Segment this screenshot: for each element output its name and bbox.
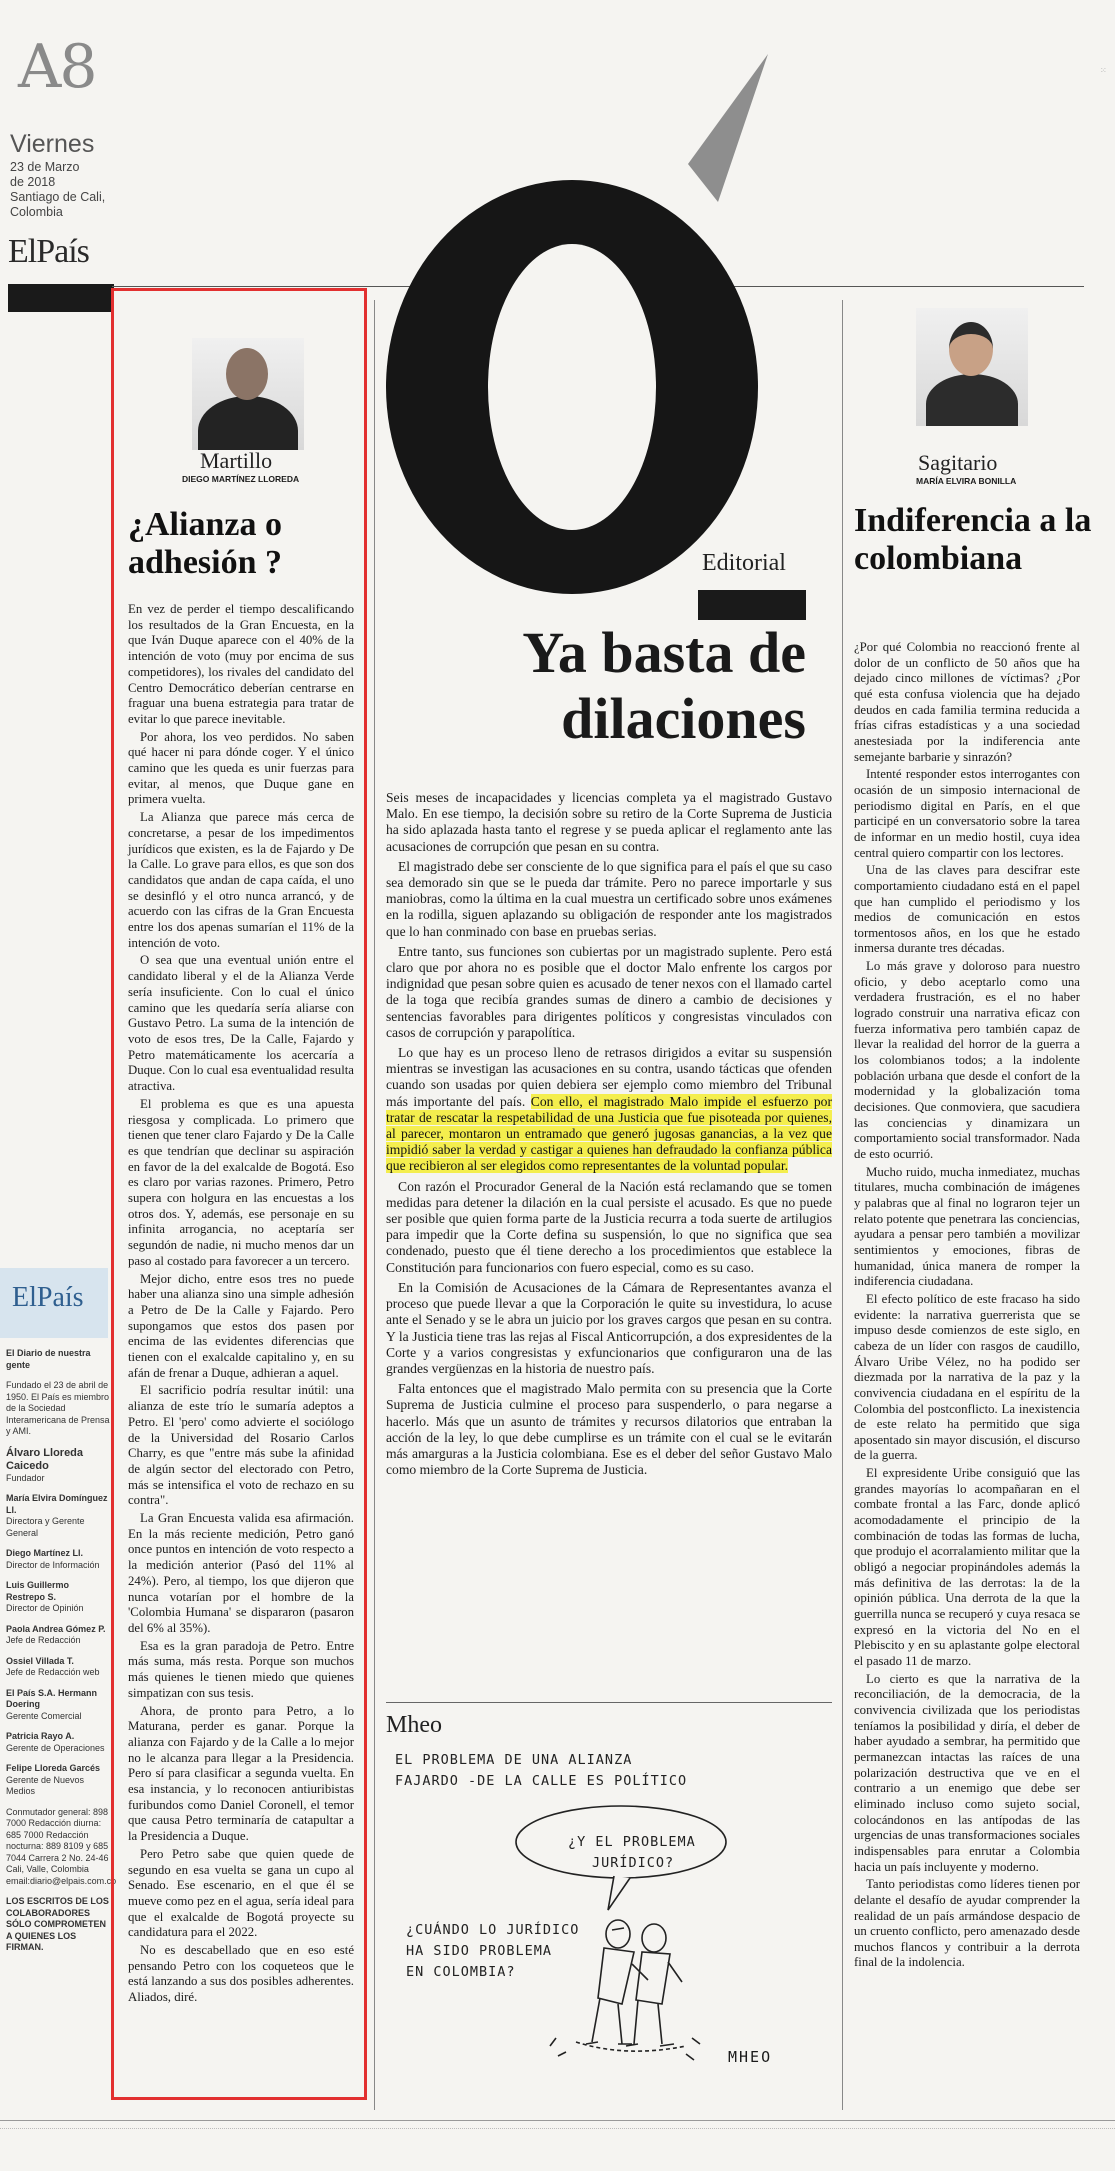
column-headline: ¿Alianza o adhesión ? bbox=[128, 506, 282, 581]
brand-bar bbox=[8, 284, 114, 312]
staff-role: Directora y Gerente General bbox=[6, 1516, 85, 1538]
editorial-paragraph: Entre tanto, sus funciones son cubiertas por un magistrado suplente. Pero está claro que por ahora no es posible que el doctor Malo enfrente los cargos por indignidad que pesan sobre quien es acusado de tener nexos con el llamado cartel de la toga que recibía grandes sumas de dinero a cambio de decisiones y sentencias favorables para dirigentes políticos y congresistas vinculados con casos de corrupción y parapolítica. bbox=[386, 943, 832, 1040]
bubble-line: ¿Y EL PROBLEMA bbox=[568, 1834, 696, 1850]
issue-day: Viernes bbox=[10, 130, 95, 158]
columnist-photo bbox=[192, 338, 304, 450]
body-paragraph: La Gran Encuesta valida esa afirmación. En la más reciente medición, Petro ganó once puntos en intención de voto respecto a la medición anterior (Pasó del 11% al 24%). Pero, al tiempo, los que dijeron que nunca votarían por el hombre de la 'Colombia Humana' se dispararon (pasaron del 6% al 35%). bbox=[128, 1511, 354, 1635]
staff-role: Gerente Comercial bbox=[6, 1710, 82, 1721]
body-paragraph: Esa es la gran paradoja de Petro. Entre más suma, más resta. Porque son muchos más quienes le tienen miedo que quienes simpatizan con sus tesis. bbox=[128, 1638, 354, 1700]
staff-name: Luis Guillermo Restrepo S. bbox=[6, 1580, 70, 1602]
body-paragraph: Por ahora, los veo perdidos. No saben qué hacer ni para dónde coger. Y el único camino que les queda es unir fuerzas para evitar, al menos, que Duque gane en primera vuelta. bbox=[128, 729, 354, 807]
bottom-dotted-rule bbox=[0, 2128, 1115, 2132]
column-divider bbox=[374, 300, 375, 2110]
date-line: de 2018 bbox=[10, 175, 56, 189]
page-number: A8 bbox=[18, 32, 96, 102]
cartoon-caption-top bbox=[395, 1750, 687, 1792]
date-line: Colombia bbox=[10, 205, 63, 219]
editorial-paragraph bbox=[386, 1045, 832, 1175]
column-body bbox=[854, 640, 1080, 1973]
column-author: DIEGO MARTÍNEZ LLOREDA bbox=[182, 474, 300, 484]
editorial-label: Editorial bbox=[702, 550, 786, 576]
column-headline: Indiferencia a la colombiana bbox=[854, 502, 1092, 577]
margin-mark: ⁙ bbox=[1100, 66, 1107, 75]
editorial-paragraph: El magistrado debe ser consciente de lo que significa para el país el que su caso sea demorado sin que se le pueda dar trámite. Pero no parece importarle y sus maniobras, como la última en la cual muestra un certificado sobre unos exámenes en la rodilla, siguen aplazando su obligación de responder ante los magistrados que lo han conminado con base en pruebas serias. bbox=[386, 858, 832, 939]
staff-name: Álvaro Lloreda Caicedo bbox=[6, 1446, 84, 1472]
body-paragraph: Lo más grave y doloroso para nuestro oficio, y debo aceptarlo como una verdadera frustración, es el no haber logrado construir una narrativa eficaz con fuerza informativa pero también capaz de llevar la realidad del horror de la guerra a los colombianos todos; a la indolente población urbana que desde el confort de la modernidad y la globalización toma decisiones. Que conmoviera, que sacudiera las conciencias y dinamizara un comportamiento social transformador. Nada de esto ocurrió. bbox=[854, 959, 1080, 1161]
staff-role: Gerente de Nuevos Medios bbox=[6, 1774, 85, 1796]
editorial-paragraph: Con razón el Procurador General de la Nación está reclamando que se tomen medidas para detener la dilación en la cual persiste el acusado. Es que no puede ser posible que quien forma parte de la Justicia recurra a toda suerte de artilugios para impedir que la Corte defina su suspensión, lo que no significa que sea condenado, puesto que él tiene derecho a los procedimientos que establece la Constitución para funcionarios con fuero especial, como es su caso. bbox=[386, 1178, 832, 1275]
bubble-line: JURÍDICO? bbox=[592, 1855, 675, 1871]
staff-role: Jefe de Redacción bbox=[6, 1635, 81, 1645]
cartoon-rule bbox=[386, 1702, 832, 1703]
caption-line: EL PROBLEMA DE UNA ALIANZA bbox=[395, 1752, 633, 1768]
highlighted-text: Con ello, el magistrado Malo impide el esfuerzo por tratar de rescatar la respetabilidad de una Justicia que fue pisoteada por quienes, al parecer, montaron un entramado que generó jugosas ganancias, a la vez que impidió saber la verdad y castigar a quienes han defraudado la confianza pública que recibieron al ser elegidos como representantes de la voluntad popular. bbox=[386, 1093, 832, 1174]
body-paragraph: Lo cierto es que la narrativa de la reconciliación, de la democracia, de la convivencia civilizada que los periodistas teníamos la posibilidad y diría, el deber de haber ayudado a sembrar, ha permitido que permanezcan intactas las raíces de una polarización destructiva que ve en el contrario a un enemigo que debe ser eliminado incluso como sujeto social, colocándonos en las antípodas de las urgencias de unas transformaciones sociales indispensables para enrutar a Colombia hacia un país incluyente y moderno. bbox=[854, 1671, 1080, 1874]
staff-role: Fundador bbox=[6, 1472, 45, 1483]
sidebar-logo-box bbox=[0, 1268, 108, 1338]
date-line: Santiago de Cali, bbox=[10, 190, 106, 204]
body-paragraph: El sacrificio podría resultar inútil: una alianza de este trío le sumaría adeptos a Petro. El 'pero' como advierte el sociólogo de la Universidad del Rosario Carlos Charry, es que "entre más sube la afinidad de algún sector del electorado con Petro, más se intensifica el voto de rechazo en su contra". bbox=[128, 1383, 354, 1508]
columnist-photo bbox=[916, 308, 1028, 426]
body-paragraph: ¿Por qué Colombia no reaccionó frente al dolor de un conflicto de 50 años que ha dejado cinco millones de víctimas? ¿Por qué esta confusa violencia que ha dejado deudos en cada familia termina reducida a frías cifras estadísticas y a una sociedad anestesiada por la indiferencia ante semejante barbarie y sinrazón? bbox=[854, 640, 1080, 764]
accent-mark-icon bbox=[680, 52, 770, 207]
sidebar-disclaimer: LOS ESCRITOS DE LOS COLABORADORES SÓLO COMPROMETEN A QUIENES LOS FIRMAN. bbox=[6, 1896, 109, 1952]
cartoon-speech-bubble bbox=[568, 1832, 696, 1874]
cartoonist-signature: MHEO bbox=[728, 2048, 773, 2066]
staff-name: Ossiel Villada T. bbox=[6, 1655, 74, 1666]
body-paragraph: Mucho ruido, mucha inmediatez, muchas titulares, mucha combinación de imágenes y palabras que al final no lograron tejer un relato potente que penetrara las conciencias, ayudara a pensar pero también a movilizar sentimientos y emociones, fibras de humanidad, única manera de romper la indiferencia ciudadana. bbox=[854, 1164, 1080, 1289]
editorial-title: Ya basta de dilaciones bbox=[522, 620, 806, 751]
body-paragraph: Intenté responder estos interrogantes con ocasión de un simposio internacional de periodismo digital en París, en el que participé en un conversatorio sobre la tarea de informar en un medio hostil, cuya idea central quiero compartir con los lectores. bbox=[854, 767, 1080, 860]
body-paragraph: En vez de perder el tiempo descalificando los resultados de la Gran Encuesta, en la que Iván Duque aparece con el 40% de la intención de voto (muy por encima de sus competidores), los rivales del candidato del Centro Democrático deberían centrarse en fraguar una buena estrategia para tratar de evitar lo que parece inevitable. bbox=[128, 602, 354, 726]
body-paragraph: El problema es que es una apuesta riesgosa y complicada. Lo primero que tienen que tener claro Fajardo y De la Calle es que tendrían que declinar su aspiración en favor de la del exalcalde de Bogotá. Eso es claro por varias razones. Primero, Petro supera con holgura en las encuestas a los otros dos. Y, además, ese personaje en su infinita arrogancia, no aceptaría ser segundón de nadie, ni mucho menos dar un paso al costado para favorecer a un tercero. bbox=[128, 1096, 354, 1268]
body-paragraph: Ahora, de pronto para Petro, a lo Maturana, perder es ganar. Porque la alianza con Fajardo y de la Calle a lo mejor no le alcanza para llegar a la Presidencia. Pero sí para clasificar a segunda vuelta. En esa instancia, y lo reconocen antiuribistas furibundos como Daniel Coronell, el temor que causa Petro terminaría de catapultar a la Presidencia a Duque. bbox=[128, 1703, 354, 1844]
body-paragraph: El efecto político de este fracaso ha sido evidente: la narrativa guerrerista que se impuso desde comienzos de este siglo, en cabeza de un líder con rasgos de caudillo, Álvaro Uribe Vélez, no ha podido ser diezmada por la narrativa de la paz y la convivencia ciudadana en el espíritu de la Colombia del postconflicto. La inexistencia de este relato ha permitido que siga aposentado sin mayor discusión, el discurso de la guerra. bbox=[854, 1291, 1080, 1463]
body-paragraph: No es descabellado que en eso esté pensando Petro con los coqueteos que le está lanzando a sus dos posibles adherentes. Aliados, diré. bbox=[128, 1943, 354, 2005]
editorial-paragraph: Seis meses de incapacidades y licencias completa ya el magistrado Gustavo Malo. En ese tiempo, la decisión sobre su retiro de la Corte Suprema de Justicia ha sido aplazada hasta tanto el regrese y se pueda aplicar el reglamento ante las acusaciones de corrupción que pesan en su contra. bbox=[386, 790, 832, 854]
body-paragraph: Mejor dicho, entre esos tres no puede haber una alianza sino una simple adhesión a Petro de De la Calle y Fajardo. Pero supongamos que estos dos pasen por encima de las evidentes diferencias que tienen con el exalcalde capitalino y, en su afán de frenar a Duque, adhieran a aquel. bbox=[128, 1271, 354, 1380]
staff-role: Director de Opinión bbox=[6, 1603, 84, 1613]
date-line: 23 de Marzo bbox=[10, 160, 80, 174]
caption-line: FAJARDO -DE LA CALLE ES POLÍTICO bbox=[395, 1773, 688, 1789]
editorial-bar bbox=[698, 590, 806, 620]
column-section-name: Martillo bbox=[200, 448, 273, 473]
caption-line: HA SIDO PROBLEMA bbox=[406, 1943, 553, 1959]
staff-name: Diego Martínez Ll. bbox=[6, 1548, 84, 1558]
body-paragraph: La Alianza que parece más cerca de concretarse, a pesar de los impedimentos jurídicos que existen, es la de Fajardo y De la Calle. Lo grave para ellos, es que son dos candidatos que andan de capa caída, el uno se desinfló y el otro nunca arrancó, y de acuerdo con las cifras de la Gran Encuesta entre los dos apenas sumarían el 11% de la intención de voto. bbox=[128, 810, 354, 950]
column-author: MARÍA ELVIRA BONILLA bbox=[916, 476, 1017, 486]
column-divider bbox=[842, 300, 843, 2110]
editorial-paragraph: En la Comisión de Acusaciones de la Cámara de Representantes avanza el proceso que puede llevar a que la Corporación le quite su investidura, lo acuse ante el Senado y se le abra un juicio por los graves cargos que pesan en su contra. Y la Justicia tiene tras las rejas al Fiscal Anticorrupción, a dos expresidentes de la Corte y a varios congresistas y exfuncionarios que configuraron una de las grandes vergüenzas en la historia de nuestro país. bbox=[386, 1279, 832, 1376]
editorial-body bbox=[386, 790, 832, 1482]
caption-line: ¿CUÁNDO LO JURÍDICO bbox=[406, 1922, 580, 1938]
editorial-text: Lo que hay es un proceso lleno de retrasos dirigidos a evitar su suspensión mientras se investigan las acusaciones en su contra, usando tácticas que ofenden cuando son usadas por quien debiera ser ejemplo como miembro del Tribunal más importante del país. bbox=[386, 1045, 832, 1109]
staff-role: Gerente de Operaciones bbox=[6, 1742, 105, 1753]
opinion-o-logo bbox=[386, 180, 758, 594]
cartoon-label: Mheo bbox=[386, 1712, 442, 1738]
staff-role: Jefe de Redacción web bbox=[6, 1667, 100, 1677]
sidebar-logo: ElPaís bbox=[12, 1282, 84, 1313]
body-paragraph: O sea que una eventual unión entre el candidato liberal y el de la Alianza Verde sería insuficiente. Con lo cual el único camino que les quedaría sería aliarse con Gustavo Petro. La suma de la intención de voto de esos tres, De la Calle, Fajardo y Petro matemáticamente los acercaría a Duque. Con lo cual esa eventualidad resulta atractiva. bbox=[128, 953, 354, 1094]
body-paragraph: Pero Petro sabe que quien quede de segundo en esa vuelta se gana un cupo al Senado. Ese escenario, en el que él se mueve como pez en el agua, sería ideal para que el exalcalde de Bogotá proyecte su candidatura para el 2022. bbox=[128, 1846, 354, 1940]
sidebar-intro: El Diario de nuestra gente bbox=[6, 1348, 91, 1370]
body-paragraph: Una de las claves para descifrar este comportamiento ciudadano está en el papel que han cumplido el periodismo y los medios de comunicación en estos tormentosos años, en los que he estado inmersa durante tres décadas. bbox=[854, 863, 1080, 956]
staff-name: El País S.A. Hermann Doering bbox=[6, 1687, 98, 1709]
column-section-name: Sagitario bbox=[918, 450, 998, 475]
newspaper-brand: ElPaís bbox=[8, 233, 89, 270]
cartoon-caption-bottom bbox=[406, 1920, 579, 1983]
issue-date bbox=[10, 160, 110, 220]
staff-role: Director de Información bbox=[6, 1559, 100, 1570]
sidebar-staff-info bbox=[6, 1348, 117, 1954]
staff-name: Patricia Rayo A. bbox=[6, 1731, 75, 1741]
sidebar-founded: Fundado el 23 de abril de 1950. El País es miembro de la Sociedad Interamericana de Prensa y AMI. bbox=[6, 1380, 110, 1436]
caption-line: EN COLOMBIA? bbox=[406, 1964, 516, 1980]
column-body bbox=[128, 602, 354, 2008]
bottom-rule bbox=[0, 2120, 1115, 2121]
staff-name: Paola Andrea Gómez P. bbox=[6, 1623, 106, 1634]
editorial-paragraph: Falta entonces que el magistrado Malo permita con su presencia que la Corte Suprema de Justicia culmine el proceso para suspenderlo, o para negarse a hacerlo. Más que un asunto de trámites y recursos dilatorios que entraban la acción de la ley, lo que debe cumplirse es un trámite con el cual se le evitarán más amarguras a la Justicia colombiana. Ese es el deber del señor Gustavo Malo como miembro de la Corte Suprema de Justicia. bbox=[386, 1381, 832, 1478]
staff-name: María Elvira Domínguez Ll. bbox=[6, 1493, 108, 1515]
staff-name: Felipe Lloreda Garcés bbox=[6, 1763, 101, 1773]
sidebar-contact: Conmutador general: 898 7000 Redacción diurna: 685 7000 Redacción nocturna: 889 8109 y 685 7044 Carrera 2 No. 24-46 Cali, Valle, Colombia email:diario@elpais.com.co bbox=[6, 1806, 117, 1886]
body-paragraph: El expresidente Uribe consiguió que las grandes mayorías lo acompañaran en el combate frontal a las Farc, donde aplicó acomodadamente el principio de la combinación de todas las formas de lucha, que produjo el acorralamiento militar que la obligó a negociar propinándoles además la más definitiva de las derrotas: la de la opinión pública. Una derrota de la que la guerrilla nunca se recuperó y cuya resaca se expresó en la victoria del No en el Plebiscito y en su aplastante golpe electoral el pasado 11 de marzo. bbox=[854, 1466, 1080, 1668]
body-paragraph: Tanto periodistas como líderes tienen por delante el desafío de ayudar comprender la realidad de un país armándose despacio de un cruento conflicto, pero amenazado desde muchos flancos y contribuir a la derrota final de la indolencia. bbox=[854, 1877, 1080, 1970]
